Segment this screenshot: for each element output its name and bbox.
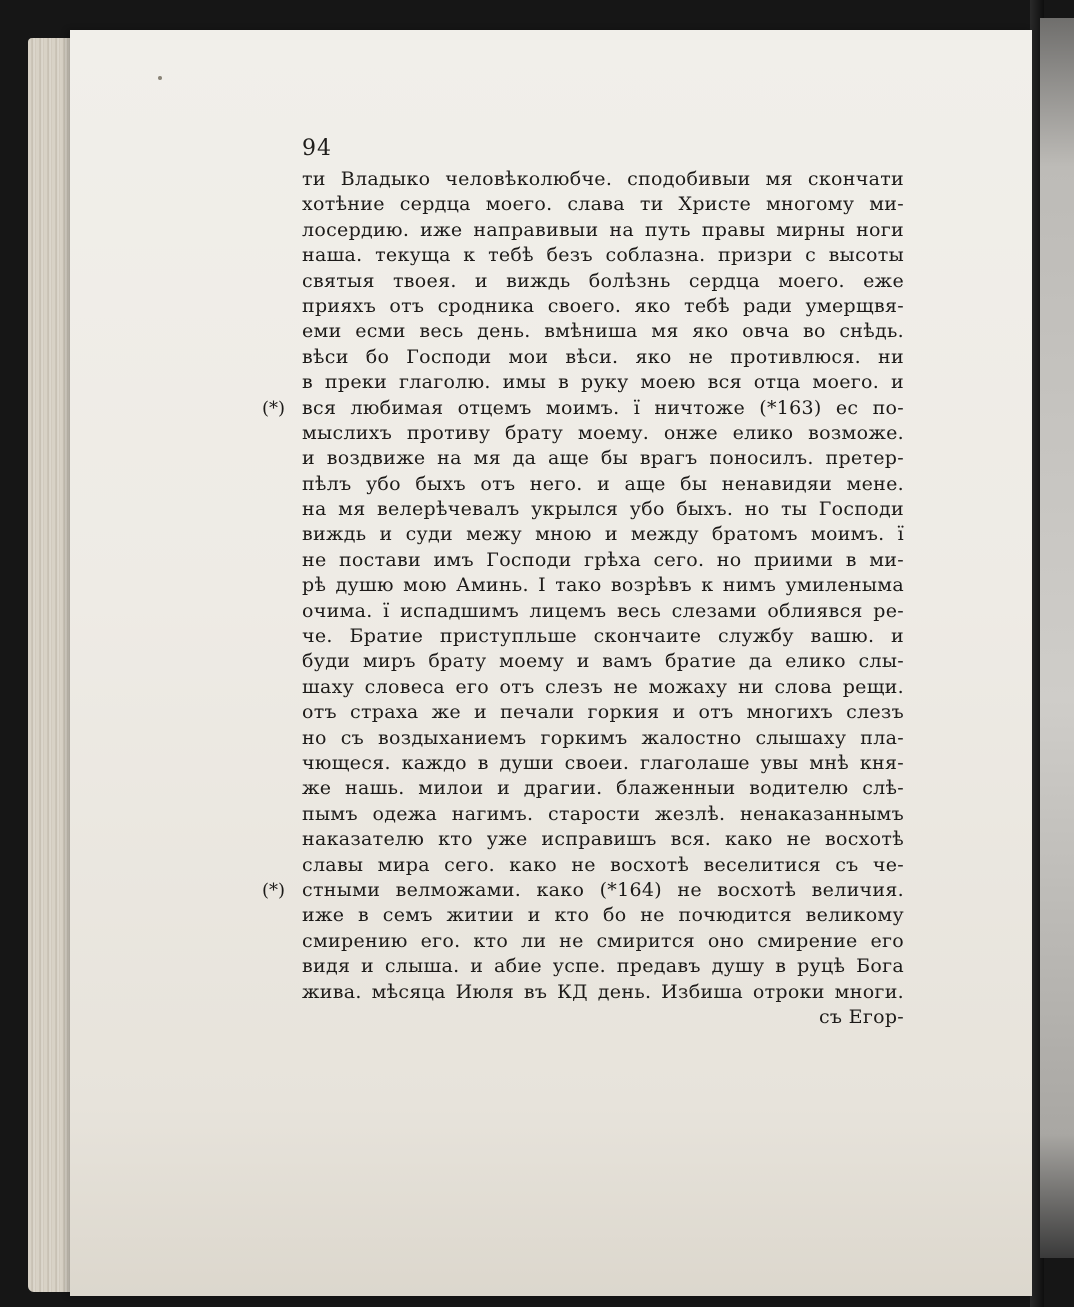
facing-page-edge [1040,18,1074,1258]
text-line: и воздвиже на мя да аще бы врагъ поносилъ. претер- [302,447,904,470]
text-line: но съ воздыханиемъ горкимъ жалостно слышаху пла- [302,726,904,749]
page-number: 94 [302,136,332,161]
text-line: в преки глаголю. имы в руку моею вся отца моего. и [302,371,904,394]
text-line: еми есми весь день. вмѣниша мя яко овча во снѣдь. [302,320,904,343]
text-line: ти Владыко человѣколюбче. сподобивыи мя скончати [302,168,904,190]
text-line: видя и слыша. и абие успе. предавъ душу в руцѣ Бога [302,955,904,978]
text-line: наказателю кто уже исправишъ вся. како не восхотѣ [302,828,904,851]
text-line: же нашь. милои и драгии. блаженныи водителю слѣ- [302,777,904,800]
text-line: наша. текуща к тебѣ безъ соблазна. призри с высоты [302,244,904,267]
text-line: лосердию. иже направивыи на путь правы мирны ноги [302,218,904,241]
margin-note-asterisk: (*) [262,880,286,902]
paper-speck [158,76,162,80]
text-line: отъ страха же и печали горкия и отъ многихъ слезъ [302,701,904,724]
text-block [262,167,904,1030]
text-line: жива. мѣсяца Июля въ КД день. Избиша отроки многи. [302,980,904,1003]
text-line: пѣлъ убо быхъ отъ него. и аще бы ненавидяи мене. [302,472,904,495]
text-line: прияхъ отъ сродника своего. яко тебѣ ради умерщвя- [302,294,904,317]
text-line: очима. ї испадшимъ лицемъ весь слезами облиявся ре- [302,599,904,622]
text-line: че. Братие приступльше скончаите службу вашю. и [302,625,904,648]
text-line: чющеся. каждо в души своеи. глаголаше увы мнѣ кня- [302,751,904,774]
text-line: иже в семъ житии и кто бо не почюдится великому [302,904,904,927]
text-line: стными велможами. како (*164) не восхотѣ величия. [302,878,904,901]
text-line: на мя велерѣчевалъ укрылся убо быхъ. но ты Господи [302,498,904,521]
text-line: мыслихъ противу брату моему. онже елико возможе. [302,421,904,444]
text-line: буди миръ брату моему и вамъ братие да елико слы- [302,650,904,673]
text-line: виждь и суди межу мною и между братомъ моимъ. ї [302,523,904,546]
text-line: шаху словеса его отъ слезъ не можаху ни слова рещи. [302,675,904,698]
text-line: вѣси бо Господи мои вѣси. яко не противлюся. ни [302,345,904,368]
catchword: съ Егор- [818,1005,904,1028]
text-line: не постави имъ Господи грѣха сего. но приими в ми- [302,548,904,571]
text-line: святыя твоея. и виждь болѣзнь сердца моего. еже [302,269,904,292]
text-line: славы мира сего. како не восхотѣ веселитися съ че- [302,853,904,876]
text-line: смирению его. кто ли не смирится оно смирение его [302,929,904,952]
text-line: вся любимая отцемъ моимъ. ї ничтоже (*163) ес по- [302,396,904,419]
text-line: хотѣние сердца моего. слава ти Христе многому ми- [302,193,904,216]
text-line: пымъ одежа нагимъ. старости жезлѣ. ненаказаннымъ [302,802,904,825]
text-line: рѣ душю мою Аминь. І тако возрѣвъ к нимъ умиленыма [302,574,904,597]
margin-note-asterisk: (*) [262,397,286,419]
